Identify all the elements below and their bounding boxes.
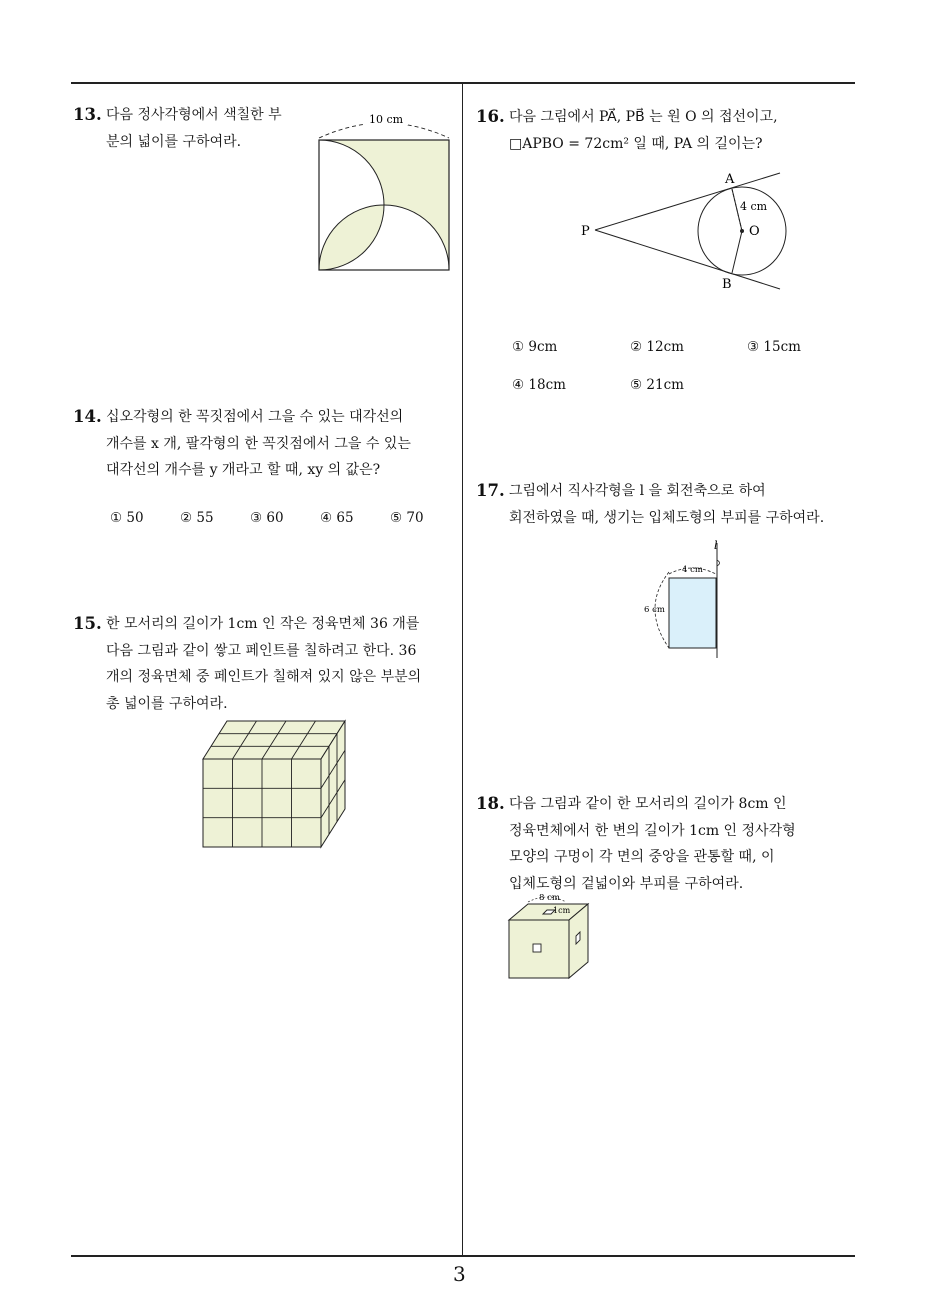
choice-5[interactable]: ⑤ 70 <box>390 510 424 526</box>
text-line: 다음 그림에서 PA⃗, PB⃗ 는 원 O 의 접선이고, <box>509 109 778 125</box>
question-number: 15. <box>73 614 102 633</box>
question-number: 17. <box>476 481 505 500</box>
text-line: 개의 정육면체 중 페인트가 칠해져 있지 않은 부분의 <box>106 669 422 685</box>
q18-cube-hole-figure <box>500 890 595 980</box>
choice-5[interactable]: ⑤ 21cm <box>630 377 684 393</box>
question-17 <box>476 478 866 538</box>
column-divider <box>462 83 463 1256</box>
q16-tangent-figure <box>575 165 790 295</box>
question-text <box>106 611 421 717</box>
q16-choices <box>512 339 852 399</box>
text-line: 분의 넓이를 구하여라. <box>106 133 242 150</box>
text-line: 대각선의 개수를 y 개라고 할 때, xy 의 값은? <box>106 462 381 478</box>
question-16 <box>476 104 866 164</box>
q15-cube-stack-figure <box>195 715 370 855</box>
q13-square-figure <box>300 100 460 280</box>
top-rule <box>71 82 855 84</box>
dimension-label: 10 cm <box>368 113 404 126</box>
text-line: □APBO = 72cm² 일 때, PA 의 길이는? <box>509 135 763 152</box>
choice-3[interactable]: ③ 15cm <box>747 339 801 355</box>
question-number: 18. <box>476 794 505 813</box>
text-line: 정육면체에서 한 변의 길이가 1cm 인 정사각형 <box>509 822 796 839</box>
text-line: 다음 정사각형에서 색칠한 부 <box>106 107 282 123</box>
question-text <box>106 102 282 155</box>
text-line: 십오각형의 한 꼭짓점에서 그을 수 있는 대각선의 <box>106 409 404 425</box>
question-number: 16. <box>476 107 505 126</box>
question-18 <box>476 791 866 901</box>
q17-rotation-figure <box>640 538 730 663</box>
axis-label: l <box>714 539 718 552</box>
question-14 <box>73 404 453 489</box>
choice-4[interactable]: ④ 18cm <box>512 377 566 393</box>
radius-label: 4 cm <box>740 200 768 213</box>
text-line: 모양의 구멍이 각 면의 중앙을 관통할 때, 이 <box>509 849 775 865</box>
label-p: P <box>581 224 590 239</box>
label-a: A <box>725 172 735 187</box>
question-15 <box>73 611 453 721</box>
choice-2[interactable]: ② 55 <box>180 510 214 526</box>
question-text <box>509 104 778 157</box>
text-line: 다음 그림과 같이 쌓고 페인트를 칠하려고 한다. 36 <box>106 642 417 659</box>
label-o: O <box>749 224 760 239</box>
question-number: 14. <box>73 407 102 426</box>
text-line: 입체도형의 겉넓이와 부피를 구하여라. <box>509 875 744 892</box>
choice-1[interactable]: ① 9cm <box>512 339 558 355</box>
text-line: 한 모서리의 길이가 1cm 인 작은 정육면체 36 개를 <box>106 616 420 632</box>
label-b: B <box>722 277 732 292</box>
text-line: 개수를 x 개, 팔각형의 한 꼭짓점에서 그을 수 있는 <box>106 435 411 452</box>
edge-label: 8 cm <box>539 893 560 903</box>
question-text <box>509 478 824 531</box>
q14-choices <box>110 510 450 530</box>
text-line: 그림에서 직사각형을 l 을 회전축으로 하여 <box>509 483 766 499</box>
text-line: 회전하였을 때, 생기는 입체도형의 부피를 구하여라. <box>509 509 825 526</box>
choice-1[interactable]: ① 50 <box>110 510 144 526</box>
question-text <box>106 404 411 484</box>
height-label: 6 cm <box>644 605 665 615</box>
width-label: 4 cm <box>682 565 703 575</box>
choice-3[interactable]: ③ 60 <box>250 510 284 526</box>
choice-4[interactable]: ④ 65 <box>320 510 354 526</box>
choice-2[interactable]: ② 12cm <box>630 339 684 355</box>
bottom-rule <box>71 1255 855 1257</box>
page-number: 3 <box>453 1262 466 1286</box>
hole-label: 1cm <box>553 906 571 915</box>
question-number: 13. <box>73 105 102 124</box>
text-line: 다음 그림과 같이 한 모서리의 길이가 8cm 인 <box>509 796 787 812</box>
question-text <box>509 791 796 897</box>
text-line: 총 넓이를 구하여라. <box>106 695 228 712</box>
